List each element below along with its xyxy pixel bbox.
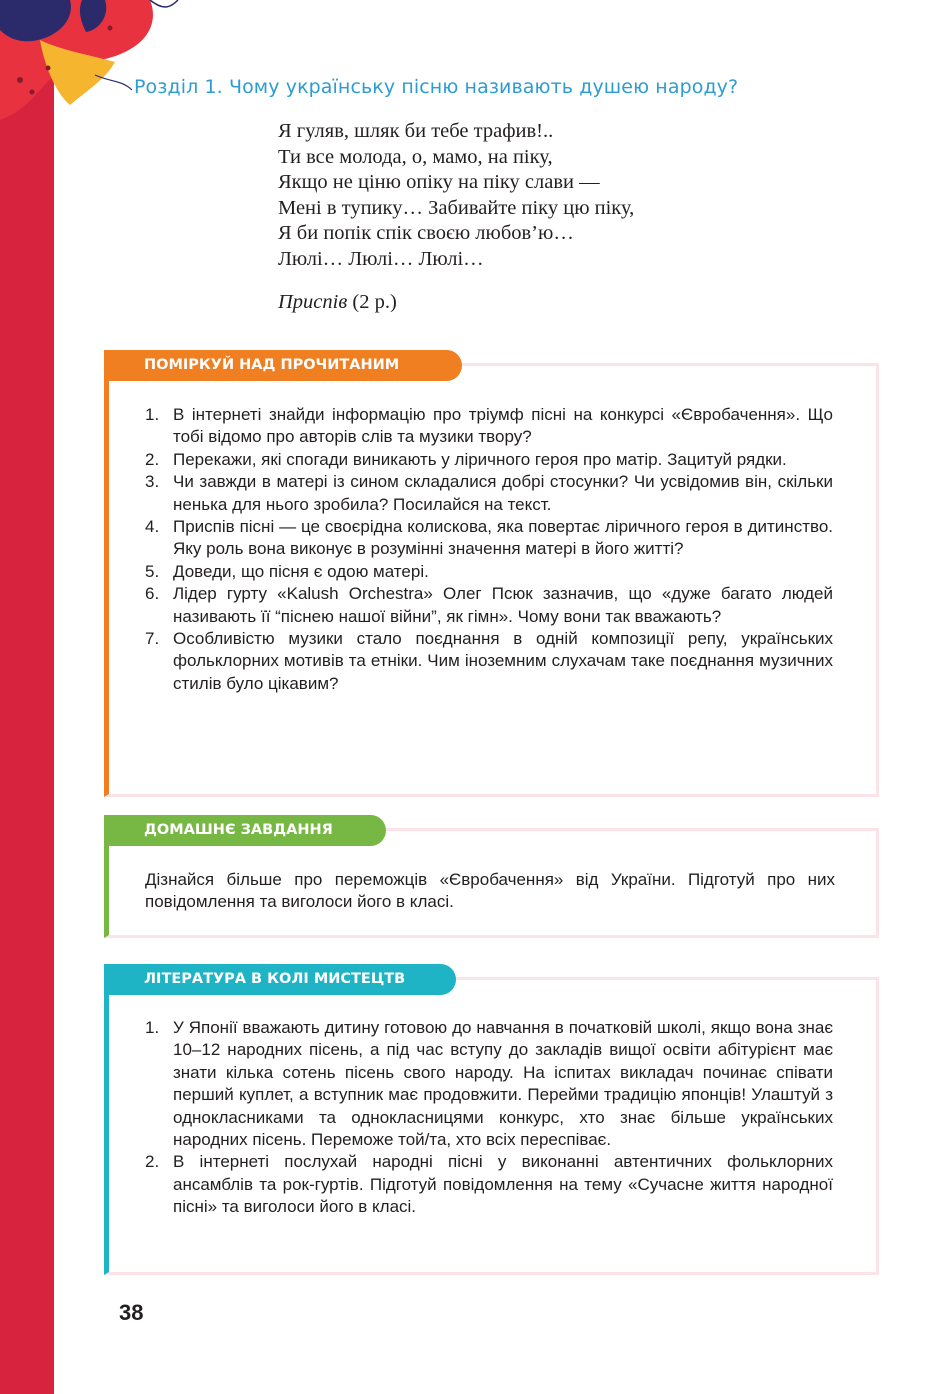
arts-task-list xyxy=(145,1017,833,1219)
section-title: Розділ 1. Чому українську пісню називають душею народу? xyxy=(134,76,739,98)
left-decorative-band xyxy=(0,0,54,1394)
arts-heading: ЛІТЕРАТУРА В КОЛІ МИСТЕЦТВ xyxy=(104,964,456,995)
page-number: 38 xyxy=(119,1300,144,1325)
list-item xyxy=(145,583,833,628)
corner-illustration xyxy=(0,0,200,130)
list-item xyxy=(145,404,833,449)
poem-line: Ти все молода, о, мамо, на піку, xyxy=(278,145,553,168)
item-text: Перекажи, які спогади виникають у ліричного героя про матір. Зацитуй рядки. xyxy=(173,449,787,469)
reflect-question-list xyxy=(145,404,833,695)
item-number: 2. xyxy=(145,1152,160,1172)
list-item xyxy=(145,449,833,471)
poem-line: Мені в тупику… Забивайте піку цю піку, xyxy=(278,196,635,219)
item-number: 7. xyxy=(145,629,160,649)
item-text: В інтернеті послухай народні пісні у виконанні автентичних фольклорних ансамблів та рок-гуртів. Підготуй повідомлення на тему «Сучасне життя народної пісні» та виголоси його в класі. xyxy=(173,1152,833,1217)
chorus-note xyxy=(278,291,397,314)
item-text: Доведи, що пісня є одою матері. xyxy=(173,561,429,581)
list-item xyxy=(145,471,833,516)
item-text: Лідер гурту «Kalush Orchestra» Олег Псюк зазначив, що «дуже багато людей називають її “піснею нашої війни”, як гімн». Чому вони так вважають? xyxy=(173,584,833,626)
list-item xyxy=(145,1017,833,1151)
list-item xyxy=(145,516,833,561)
item-text: У Японії вважають дитину готовою до навчання в початковій школі, якщо вона знає 10–12 народних пісень, а під час вступу до закладів вищої освіти абітурієнт має знати кілька сотень пісень свого народу. На іспитах викладач починає співати перший куплет, а вступник має продовжити. Перейми традицію японців! Улаштуй з однокласниками та однокласницями конкурс, хто знає більше українських народних пісень. Переможе той/та, хто всіх переспіває. xyxy=(173,1018,833,1150)
poem-line: Я гуляв, шляк би тебе трафив!.. xyxy=(278,120,554,142)
item-number: 1. xyxy=(145,405,160,424)
reflect-heading: ПОМІРКУЙ НАД ПРОЧИТАНИМ xyxy=(104,350,462,381)
list-item xyxy=(145,561,833,583)
item-text: В інтернеті знайди інформацію про тріумф пісні на конкурсі «Євробачення». Що тобі відомо про авторів слів та музики твору? xyxy=(173,405,833,447)
list-item xyxy=(145,628,833,695)
poem-line: Я би попік спік своєю любов’ю… xyxy=(278,222,574,244)
list-item xyxy=(145,1151,833,1218)
item-text: Приспів пісні — це своєрідна колискова, яка повертає ліричного героя в дитинство. Яку роль вона виконує в розумінні значення матері в його житті? xyxy=(173,517,833,559)
chorus-label: Приспів xyxy=(278,291,348,313)
item-text: Особливістю музики стало поєднання в одній композиції репу, українських фольклорних мотивів та етніки. Чим іноземним слухачам таке поєднання музичних стилів було цікавим? xyxy=(173,629,833,693)
item-number: 5. xyxy=(145,561,160,581)
item-number: 6. xyxy=(145,584,160,604)
homework-heading: ДОМАШНЄ ЗАВДАННЯ xyxy=(104,815,386,846)
item-number: 1. xyxy=(145,1018,160,1037)
poem-line: Якщо не ціню опіку на піку слави — xyxy=(278,171,600,193)
chorus-repeat: (2 р.) xyxy=(352,291,397,313)
item-number: 3. xyxy=(145,472,160,492)
item-text: Чи завжди в матері із сином складалися добрі стосунки? Чи усвідомив він, скільки ненька для нього зробила? Посилайся на текст. xyxy=(173,472,833,514)
item-number: 2. xyxy=(145,449,160,469)
poem-line: Люлі… Люлі… Люлі… xyxy=(278,247,484,270)
homework-text: Дізнайся більше про переможців «Євробачення» від України. Підготуй про них повідомлення та виголоси його в класі. xyxy=(145,870,835,912)
item-number: 4. xyxy=(145,517,160,537)
poem-stanza xyxy=(278,119,634,272)
